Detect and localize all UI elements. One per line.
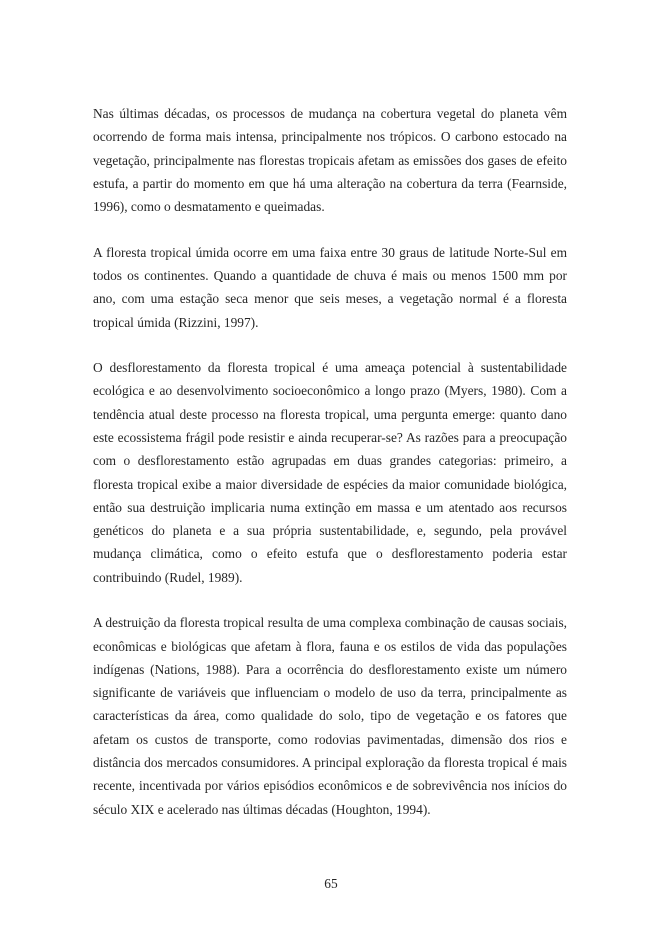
page-number: 65 <box>324 876 338 891</box>
paragraph-1: Nas últimas décadas, os processos de mudança na cobertura vegetal do planeta vêm ocorrendo de forma mais intensa, principalmente nos trópicos. O carbono estocado na vegetação, principalmente nas florestas tropicais afetam as emissões dos gases de efeito estufa, a partir do momento em que há uma alteração na cobertura da terra (Fearnside, 1996), como o desmatamento e queimadas. <box>93 106 567 215</box>
body-text <box>93 102 567 843</box>
paragraph-2: A floresta tropical úmida ocorre em uma faixa entre 30 graus de latitude Norte-Sul em todos os continentes. Quando a quantidade de chuva é mais ou menos 1500 mm por ano, com uma estação seca menor que seis meses, a vegetação normal é a floresta tropical úmida (Rizzini, 1997). <box>93 244 567 330</box>
paragraph-3: O desflorestamento da floresta tropical é uma ameaça potencial à sustentabilidade ecológica e ao desenvolvimento socioeconômico a longo prazo (Myers, 1980). Com a tendência atual deste processo na floresta tropical, uma pergunta emerge: quanto dano este ecossistema frágil pode resistir e ainda recuperar-se? As razões para a preocupação com o desflorestamento estão agrupadas em duas grandes categorias: primeiro, a floresta tropical exibe a maior diversidade de espécies da maior comunidade biológica, então sua destruição implicaria numa extinção em massa e um atentado aos recursos genéticos do planeta e a sua própria sustentabilidade, e, segundo, pela provável mudança climática, como o efeito estufa que o desflorestamento poderia estar contribuindo (Rudel, 1989). <box>93 360 567 585</box>
paragraph-4: A destruição da floresta tropical resulta de uma complexa combinação de causas sociais, econômicas e biológicas que afetam à flora, fauna e os estilos de vida das populações indígenas (Nations, 1988). Para a ocorrência do desflorestamento existe um número significante de variáveis que influenciam o modelo de uso da terra, principalmente as características da área, como qualidade do solo, tipo de vegetação e os fatores que afetam os custos de transporte, como rodovias pavimentadas, dimensão dos rios e distância dos mercados consumidores. A principal exploração da floresta tropical é mais recente, incentivada por vários episódios econômicos e de sobrevivência nos inícios do século XIX e acelerado nas últimas décadas (Houghton, 1994). <box>93 615 567 817</box>
